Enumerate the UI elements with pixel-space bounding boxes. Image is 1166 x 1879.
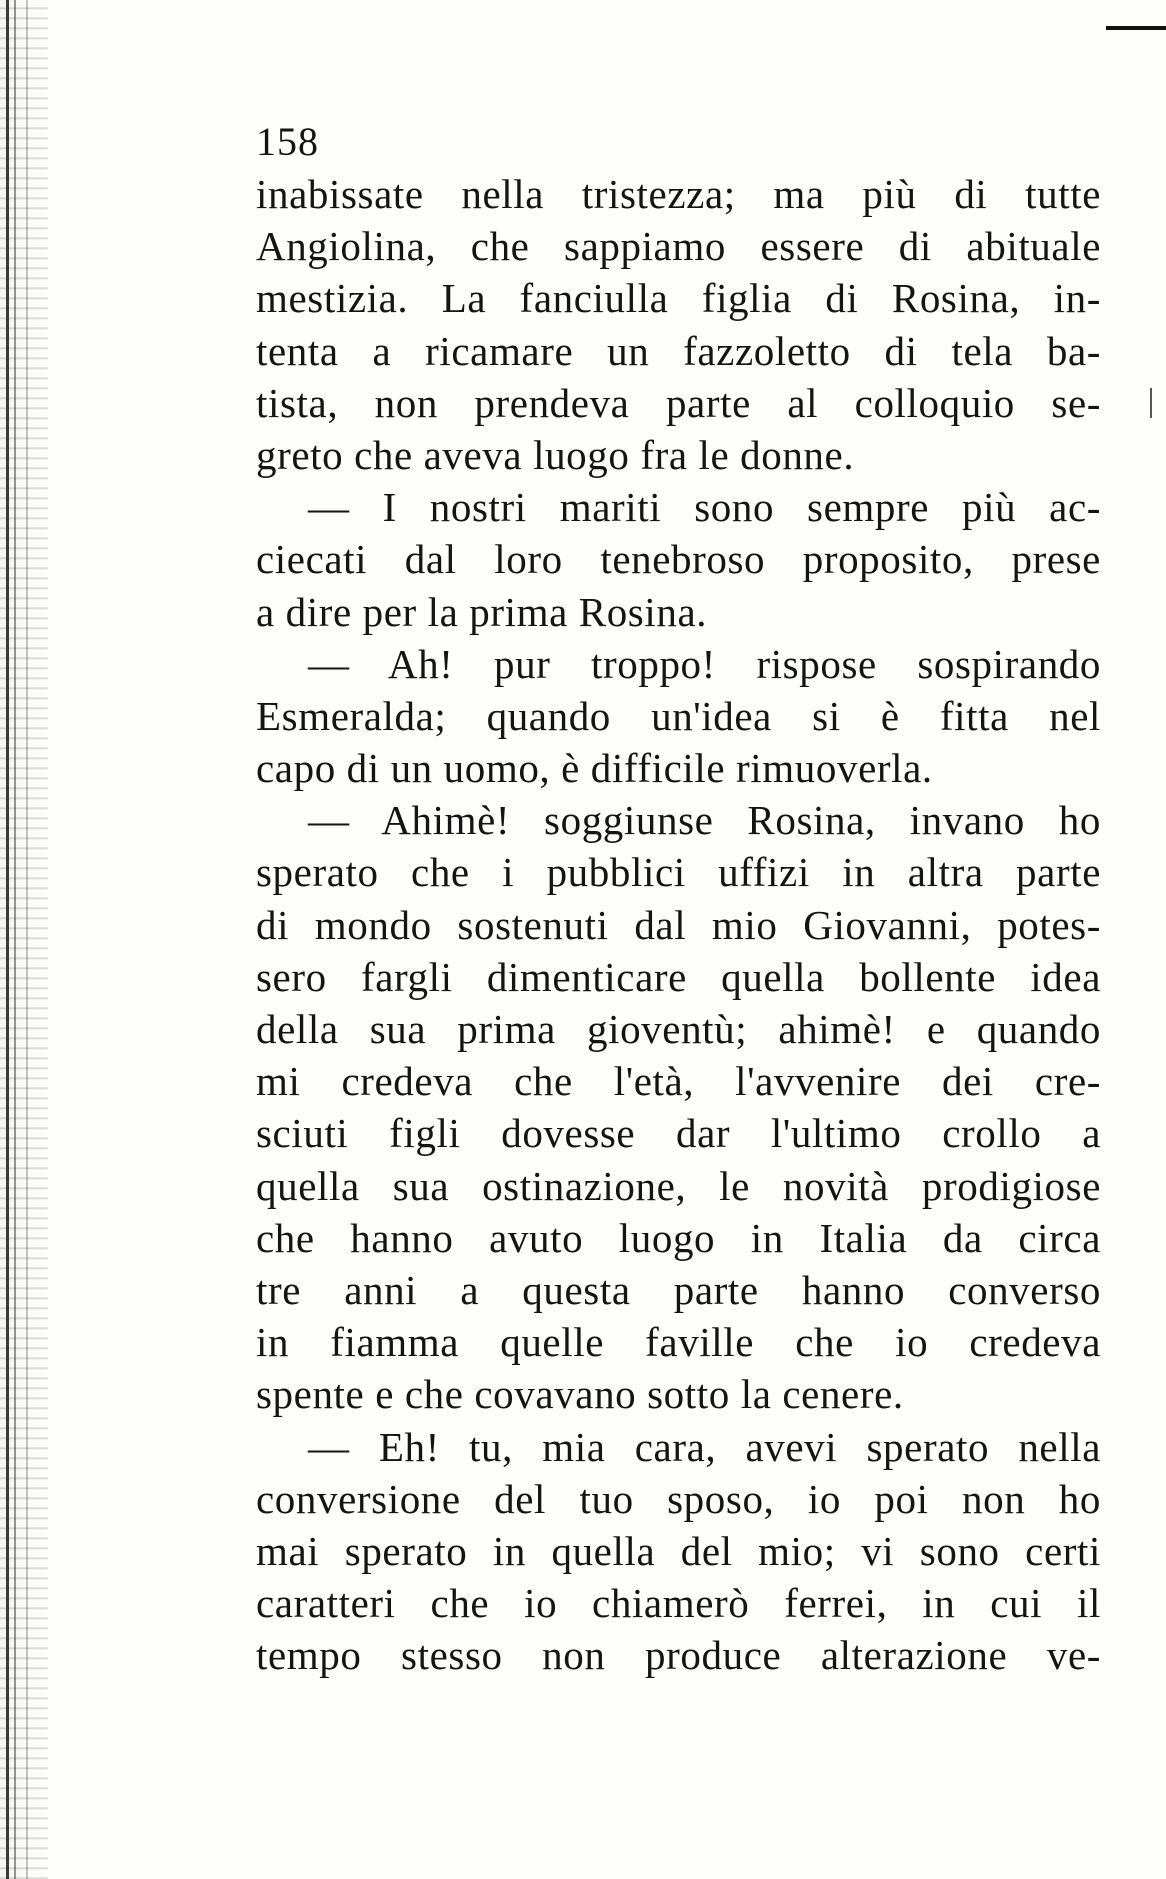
scan-margin-mark	[1150, 388, 1152, 418]
text-line: in fiamma quelle faville che io credeva	[256, 1319, 1101, 1366]
page-text-block	[256, 120, 1101, 1681]
text-line: quella sua ostinazione, le novità prodigiose	[256, 1162, 1101, 1209]
binding-line	[26, 0, 28, 1879]
text-line: sero fargli dimenticare quella bollente idea	[256, 953, 1101, 1000]
text-line: — Ah! pur troppo! rispose sospirando	[308, 640, 1101, 687]
text-line: Angiolina, che sappiamo essere di abituale	[256, 223, 1101, 270]
text-line: della sua prima gioventù; ahimè! e quando	[256, 1006, 1101, 1052]
binding-line	[6, 0, 9, 1879]
text-line: sciuti figli dovesse dar l'ultimo crollo a	[256, 1110, 1101, 1157]
page-number: 158	[256, 119, 319, 164]
text-line: sperato che i pubblici uffizi in altra parte	[256, 849, 1101, 896]
text-line: ciecati dal loro tenebroso proposito, prese	[256, 536, 1101, 583]
text-line: mai sperato in quella del mio; vi sono certi	[256, 1527, 1101, 1574]
text-line: di mondo sostenuti dal mio Giovanni, potes-	[256, 901, 1101, 948]
text-line: — Eh! tu, mia cara, avevi sperato nella	[308, 1423, 1101, 1470]
text-line: tre anni a questa parte hanno converso	[256, 1266, 1101, 1313]
binding-line	[14, 0, 16, 1879]
scan-corner-mark	[1106, 26, 1166, 30]
text-line: greto che aveva luogo fra le donne.	[256, 431, 855, 478]
text-line: Esmeralda; quando un'idea si è fitta nel	[256, 692, 1101, 739]
text-line: — I nostri mariti sono sempre più ac-	[308, 484, 1101, 531]
text-line: a dire per la prima Rosina.	[256, 588, 708, 635]
scanned-left-edge	[0, 0, 48, 1879]
text-line: mestizia. La fanciulla figlia di Rosina, in-	[256, 275, 1101, 322]
text-line: tista, non prendeva parte al colloquio se-	[256, 379, 1101, 426]
text-line: — Ahimè! soggiunse Rosina, invano ho	[308, 797, 1101, 844]
text-line: mi credeva che l'età, l'avvenire dei cre-	[256, 1058, 1101, 1105]
text-lines	[256, 168, 1101, 1681]
text-line: inabissate nella tristezza; ma più di tutte	[256, 171, 1101, 217]
text-line: tenta a ricamare un fazzoletto di tela ba-	[256, 327, 1101, 374]
text-line: che hanno avuto luogo in Italia da circa	[256, 1214, 1101, 1261]
text-line: caratteri che io chiamerò ferrei, in cui il	[256, 1580, 1101, 1627]
text-line: spente e che covavano sotto la cenere.	[256, 1371, 904, 1418]
text-line: conversione del tuo sposo, io poi non ho	[256, 1475, 1101, 1522]
text-line: tempo stesso non produce alterazione ve-	[256, 1632, 1101, 1679]
text-line: capo di un uomo, è difficile rimuoverla.	[256, 745, 933, 792]
